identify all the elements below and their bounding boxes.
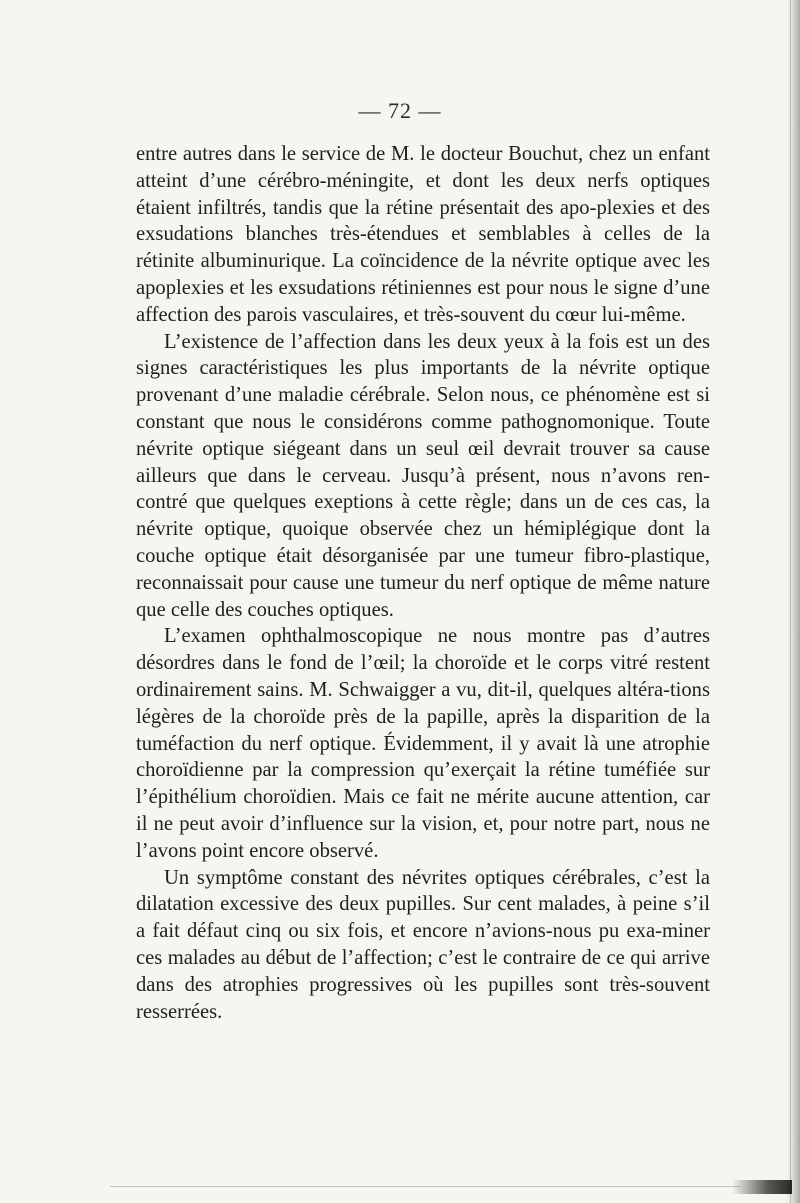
- paragraph-3: L’examen ophthalmoscopique ne nous montre pas d’autres désordres dans le fond de l’œil; la choroïde et le corps vitré restent ordinairement sains. M. Schwaigger a vu, dit-il, quelques altéra-tions légères de la choroïde près de la papille, après la disparition de la tuméfaction du nerf optique. Évidemment, il y avait là une atrophie choroïdienne par la compression qu’exerçait la rétine tuméfiée sur l’épithélium choroïdien. Mais ce fait ne mérite aucune attention, car il ne peut avoir d’influence sur la vision, et, pour notre part, nous ne l’avons point encore observé.: [136, 625, 710, 862]
- bottom-edge-line: [110, 1186, 740, 1187]
- bottom-corner-shadow: [732, 1180, 792, 1194]
- body-text: [136, 141, 710, 1025]
- page-number: — 72 —: [358, 98, 442, 123]
- paragraph-4: Un symptôme constant des névrites optiques cérébrales, c’est la dilatation excessive des deux pupilles. Sur cent malades, à peine s’il a fait défaut cinq ou six fois, et encore n’avions-nous pu exa-miner ces malades au début de l’affection; c’est le contraire de ce qui arrive dans des atrophies progressives où les pupilles sont très-souvent resserrées.: [136, 866, 710, 1023]
- paragraph-2: L’existence de l’affection dans les deux yeux à la fois est un des signes caractéristiques les plus importants de la névrite optique provenant d’une maladie cérébrale. Selon nous, ce phénomène est si constant que nous le considérons comme pathognomonique. Toute névrite optique siégeant dans un seul œil devrait trouver sa cause ailleurs que dans le cerveau. Jusqu’à présent, nous n’avons ren-contré que quelques exeptions à cette règle; dans un de ces cas, la névrite optique, quoique observée chez un hémiplégique dont la couche optique était désorganisée par une tumeur fibro-plastique, reconnaissait pour cause une tumeur du nerf optique de même nature que celle des couches optiques.: [136, 330, 710, 621]
- binding-shadow: [786, 0, 800, 1203]
- paragraph-1: entre autres dans le service de M. le docteur Bouchut, chez un enfant atteint d’une cérébro-méningite, et dont les deux nerfs optiques étaient infiltrés, tandis que la rétine présentait des apo-plexies et des exsudations blanches très-étendues et semblables à celles de la rétinite albuminurique. La coïncidence de la névrite optique avec les apoplexies et les exsudations rétiniennes est pour nous le signe d’une affection des parois vasculaires, et très-souvent du cœur lui-même.: [136, 143, 710, 326]
- page-edge-line: [790, 0, 791, 1203]
